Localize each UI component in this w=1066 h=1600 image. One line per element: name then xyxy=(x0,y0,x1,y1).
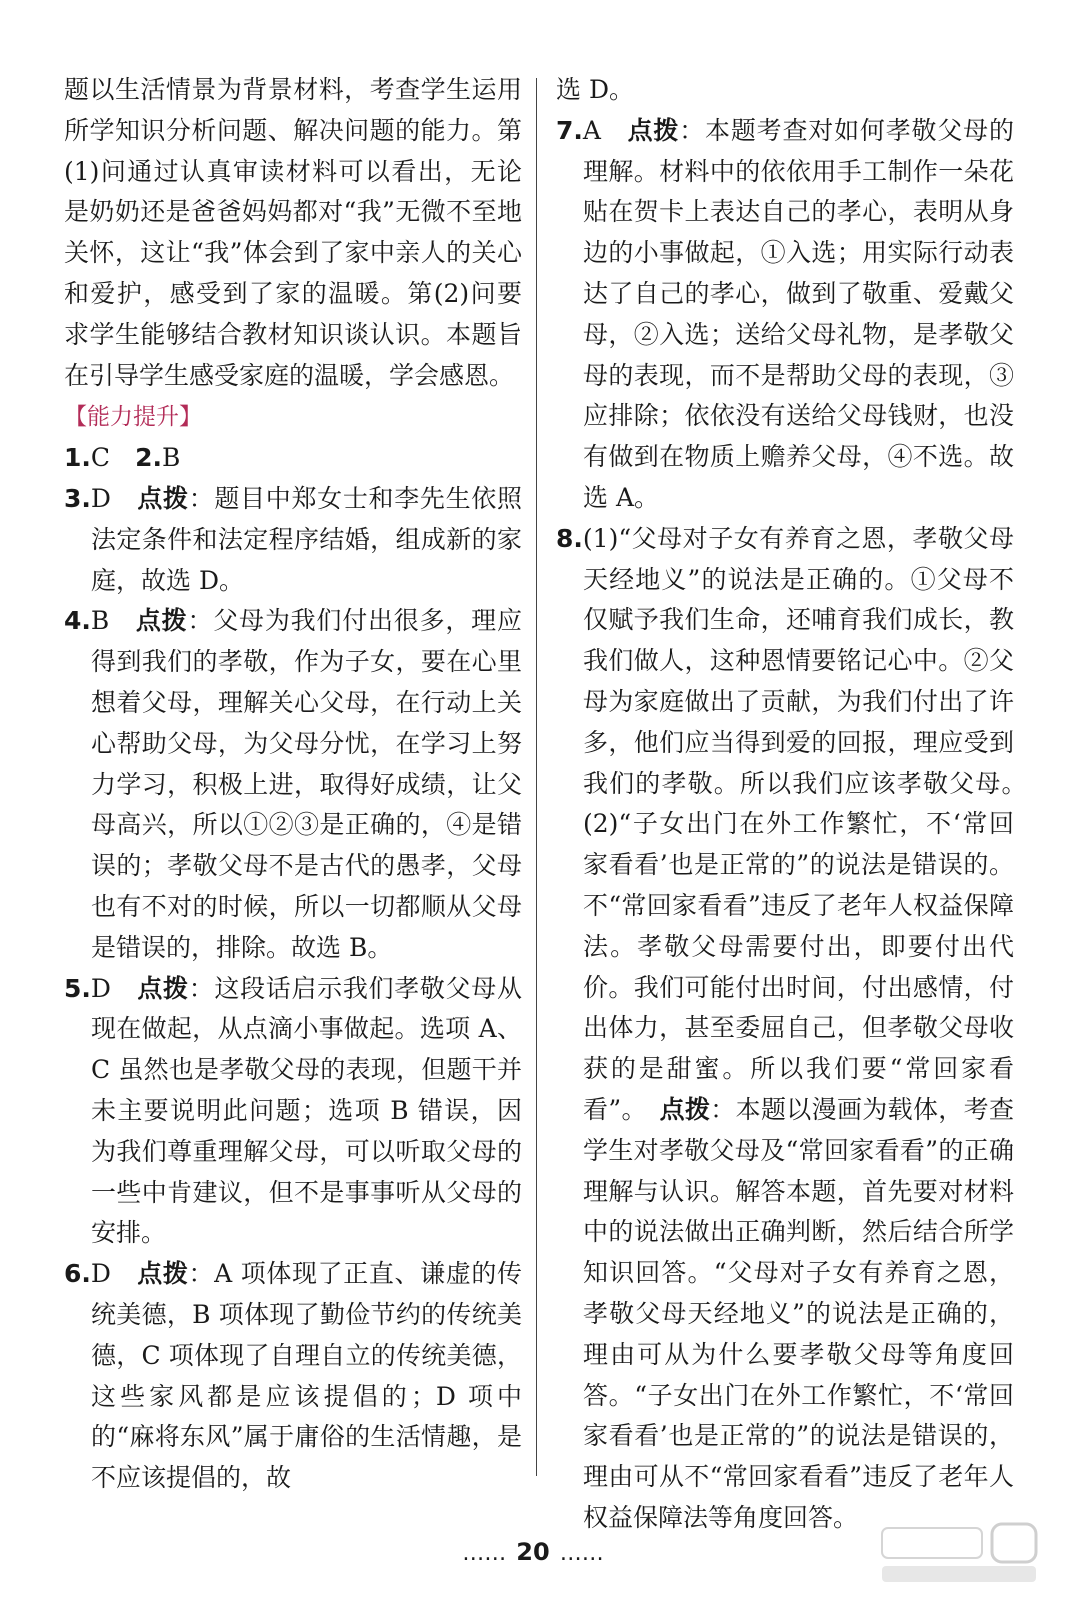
page-number: 20 xyxy=(516,1538,550,1566)
answer-item-8: 8.(1)“父母对子女有养育之恩，孝敬父母天经地义”的说法是正确的。①父母不仅赋予我们生命，还哺育我们成长，教我们做人，这种恩情要铭记心中。②父母为家庭做出了贡献，为我们付出了许多，他们应当得到爱的回报，理应受到我们的孝敬。所以我们应该孝敬父母。 (2)“子女出门在外工作繁忙，不‘常回家看看’也是正常的”的说法是错误的。不“常回家看看”违反了老年人权益保障法。孝敬父母需要付出，即要付出代价。我们可能付出时间，付出感情，付出体力，甚至委屈自己，但孝敬父母收获的是甜蜜。所以我们要“常回家看看”。 点拨：本题以漫画为载体，考查学生对孝敬父母及“常回家看看”的正确理解与认识。解答本题，首先要对材料中的说法做出正确判断，然后结合所学知识回答。“父母对子女有养育之恩，孝敬父母天经地义”的说法是正确的，理由可从为什么要孝敬父母等角度回答。“子女出门在外工作繁忙，不‘常回家看看’也是正常的”的说法是错误的，理由可从不“常回家看看”违反了老年人权益保障法等角度回答。 xyxy=(556,523,1040,1532)
answer-item-6: 6.D 点拨：A 项体现了正直、谦虚的传统美德，B 项体现了勤俭节约的传统美德，C 项体现了自理自立的传统美德，这些家风都是应该提倡的；D 项中的“麻将东风”属于庸俗的生活情趣，是不应该提倡的，故 xyxy=(64,1259,522,1493)
answer-item-6-continued: 选 D。 xyxy=(556,75,634,104)
answer-item-3: 3.D 点拨：题目中郑女士和李先生依照法定条件和法定程序结婚，组成新的家庭，故选 D。 xyxy=(64,483,522,595)
watermark-logo-icon xyxy=(874,1520,1044,1586)
column-divider xyxy=(536,78,537,1476)
answer-item-5: 5.D 点拨：这段话启示我们孝敬父母从现在做起，从点滴小事做起。选项 A、C 虽然也是孝敬父母的表现，但题干并未主要说明此问题；选项 B 错误，因为我们尊重理解父母，可以听取父母的一些中肯建议，但不是事事听从父母的安排。 xyxy=(64,973,522,1248)
section-heading xyxy=(64,396,522,438)
footer-dots-left: …… xyxy=(462,1541,507,1566)
intro-paragraph: 题以生活情景为背景材料，考查学生运用所学知识分析问题、解决问题的能力。第(1)问通过认真审读材料可以看出，无论是奶奶还是爸爸妈妈都对“我”无微不至地关怀，这让“我”体会到了家中亲人的关心和爱护，感受到了家的温暖。第(2)问要求学生能够结合教材知识谈认识。本题旨在引导学生感受家庭的温暖，学会感恩。 xyxy=(64,75,522,390)
answer-item-1-2: 1.C 2.B xyxy=(64,443,181,473)
footer-dots-right: …… xyxy=(559,1541,604,1566)
right-column xyxy=(556,70,1040,1539)
answer-item-7: 7.A 点拨：本题考查对如何孝敬父母的理解。材料中的依依用手工制作一朵花贴在贺卡上表达自己的孝心，表明从身边的小事做起，①入选；用实际行动表达了自己的孝心，做到了敬重、爱戴父母，②入选；送给父母礼物，是孝敬父母的表现，而不是帮助父母的表现，③应排除；依依没有送给父母钱财，也没有做到在物质上赡养父母，④不选。故选 A。 xyxy=(556,115,1014,512)
section-title: 【能力提升】 xyxy=(64,404,202,431)
left-column xyxy=(64,70,522,1499)
answer-item-4: 4.B 点拨：父母为我们付出很多，理应得到我们的孝敬，作为子女，要在心里想着父母，理解关心父母，在行动上关心帮助父母，为父母分忧，在学习上努力学习，积极上进，取得好成绩，让父母高兴，所以①②③是正确的，④是错误的；孝敬父母不是古代的愚孝，父母也有不对的时候，所以一切都顺从父母是错误的，排除。故选 B。 xyxy=(64,606,522,962)
